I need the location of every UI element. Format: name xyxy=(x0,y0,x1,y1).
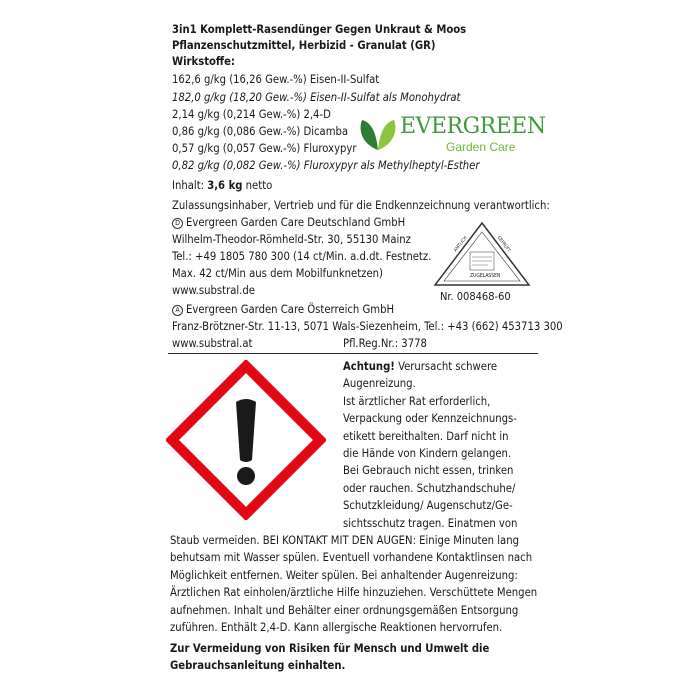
warning-signal-word: Achtung! xyxy=(343,360,395,373)
ghs-pictogram xyxy=(166,360,326,520)
at-address: Franz-Brötzner-Str. 11-13, 5071 Wals-Siezenheim, Tel.: +43 (662) 453713 300 xyxy=(172,320,563,333)
precaution-line: Ärztlichen Rat einholen/ärztliche Hilfe hinzuziehen. Verschüttete Mengen xyxy=(170,586,538,600)
warning-line: Verpackung oder Kennzeichnungs- xyxy=(343,412,517,426)
ingredient-line: 0,57 g/kg (0,057 Gew.-%) Fluroxypyr xyxy=(172,142,357,155)
ingredient-line: 2,14 g/kg (0,214 Gew.-%) 2,4-D xyxy=(172,108,331,121)
warning-line: Ist ärztlicher Rat erforderlich, xyxy=(343,394,491,408)
evergreen-logo xyxy=(356,112,546,158)
ingredient-line: 162,6 g/kg (16,26 Gew.-%) Eisen-II-Sulfat xyxy=(172,73,380,86)
ingredient-line: 182,0 g/kg (18,20 Gew.-%) Eisen-II-Sulfat als Monohydrat xyxy=(172,91,461,104)
seal-top-right: GEPRÜFT xyxy=(495,235,512,254)
country-marker-de: D xyxy=(172,218,183,229)
product-subtitle: Pflanzenschutzmittel, Herbizid - Granulat (GR) xyxy=(172,39,436,52)
warning-line: sichtsschutz tragen. Einatmen von xyxy=(343,516,518,530)
at-company-name: Evergreen Garden Care Österreich GmbH xyxy=(186,303,395,316)
at-website: www.substral.at xyxy=(172,337,253,350)
product-title: 3in1 Komplett-Rasendünger Gegen Unkraut & Moos xyxy=(172,23,467,36)
de-address: Wilhelm-Theodor-Römheld-Str. 30, 55130 Mainz xyxy=(172,233,411,246)
warning-line: etikett bereithalten. Darf nicht in xyxy=(343,429,509,443)
warning-line: oder rauchen. Schutzhandschuhe/ xyxy=(343,481,516,495)
logo-wordmark: EVERGREEN xyxy=(400,114,546,139)
warning-line: Bei Gebrauch nicht essen, trinken xyxy=(343,464,514,478)
warning-line: Schutzkleidung/ Augenschutz/Ge- xyxy=(343,499,513,513)
warning-line: Augenreizung. xyxy=(343,377,416,391)
content-suffix: netto xyxy=(245,179,273,192)
seal-approved: ZUGELASSEN xyxy=(470,273,501,279)
ingredient-line: 0,82 g/kg (0,082 Gew.-%) Fluroxypyr als Methylheptyl-Esther xyxy=(172,159,480,172)
precaution-line: aufnehmen. Inhalt und Behälter einer ordnungsgemäßen Entsorgung xyxy=(170,603,519,617)
content-value: 3,6 kg xyxy=(207,179,243,192)
de-phone: Tel.: +49 1805 780 300 (14 ct/Min. a.d.dt. Festnetz. xyxy=(172,250,432,263)
ingredient-line: 0,86 g/kg (0,086 Gew.-%) Dicamba xyxy=(172,125,349,138)
de-phone-note: Max. 42 ct/Min aus dem Mobilfunknetzen) xyxy=(172,267,383,280)
final-instruction: Gebrauchsanleitung einhalten. xyxy=(170,659,346,672)
seal-top-left: AMTLICH xyxy=(453,235,469,254)
at-registration: Pfl.Reg.Nr.: 3778 xyxy=(343,337,427,350)
warning-heading-rest: Verursacht schwere xyxy=(398,360,498,373)
at-company xyxy=(172,302,394,318)
leaf-logo-icon xyxy=(356,114,400,154)
precaution-line: Staub vermeiden. BEI KONTAKT MIT DEN AUGEN: Einige Minuten lang xyxy=(170,534,519,547)
warning-line: die Hände von Kindern gelangen. xyxy=(343,447,512,460)
precaution-line: Möglichkeit entfernen. Weiter spülen. Bei anhaltender Augenreizung: xyxy=(170,568,518,582)
de-website: www.substral.de xyxy=(172,284,255,297)
content-label: Inhalt: xyxy=(172,179,205,192)
registration-number: Nr. 008468-60 xyxy=(440,290,511,303)
net-content xyxy=(172,178,272,194)
logo-subtitle: Garden Care xyxy=(446,140,516,154)
de-company xyxy=(172,215,405,231)
responsible-heading: Zulassungsinhaber, Vertrieb und für die Endkennzeichnung verantwortlich: xyxy=(172,199,550,212)
de-company-name: Evergreen Garden Care Deutschland GmbH xyxy=(186,216,406,229)
country-marker-at: A xyxy=(172,305,183,316)
precaution-line: behutsam mit Wasser spülen. Eventuell vorhandene Kontaktlinsen nach xyxy=(170,551,533,565)
precaution-line: zuführen. Enthält 2,4-D. Kann allergische Reaktionen hervorrufen. xyxy=(170,621,503,634)
final-instruction: Zur Vermeidung von Risiken für Mensch und Umwelt die xyxy=(170,642,490,655)
approval-seal xyxy=(432,220,532,288)
exclamation-warning-icon xyxy=(166,360,326,520)
ingredients-heading: Wirkstoffe: xyxy=(172,55,235,68)
warning-heading-line xyxy=(343,358,497,375)
divider xyxy=(168,353,538,354)
